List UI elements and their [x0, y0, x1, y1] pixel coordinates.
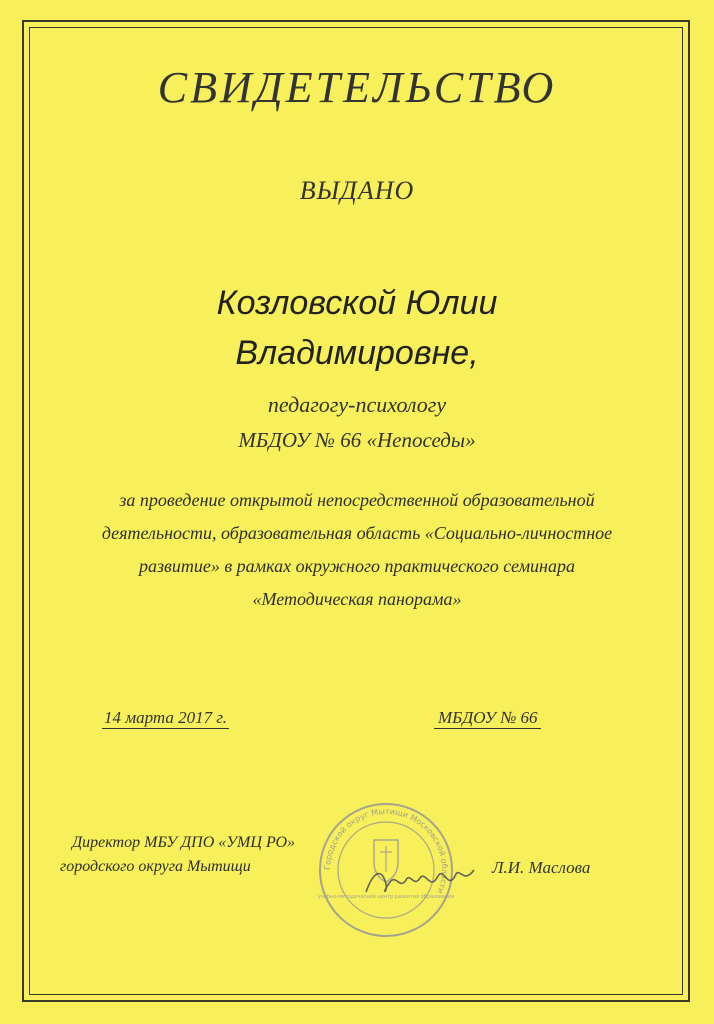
- issued-label: ВЫДАНО: [299, 176, 415, 205]
- handwritten-signature: [360, 862, 480, 902]
- director-title-line2: городского округа Мытищи: [60, 858, 251, 875]
- reason-line: за проведение открытой непосредственной образовательной: [119, 490, 595, 510]
- recipient-name-line2: Владимировне,: [235, 334, 479, 372]
- issue-date: 14 марта 2017 г.: [104, 708, 228, 727]
- reason-line: деятельности, образовательная область «Социально-личностное: [101, 523, 613, 543]
- stamp-inner-text: учебно-методический центр развития образования: [317, 894, 455, 900]
- recipient-position: педагогу-психологу: [267, 392, 447, 417]
- recipient-institution: МБДОУ № 66 «Непоседы»: [238, 428, 476, 452]
- issuing-organization: МБДОУ № 66: [434, 708, 541, 729]
- certificate-title: СВИДЕТЕЛЬСТВО: [157, 63, 557, 112]
- signer-name: Л.И. Маслова: [492, 858, 591, 877]
- director-title-line1: Директор МБУ ДПО «УМЦ РО»: [72, 834, 296, 851]
- recipient-name-line1: Козловской Юлии: [216, 284, 498, 322]
- stamp-ring-text: Городской округ Мытищи Московской области: [322, 806, 450, 895]
- reason-line: «Методическая панорама»: [252, 589, 462, 609]
- reason-line: развитие» в рамках окружного практического семинара: [139, 556, 575, 576]
